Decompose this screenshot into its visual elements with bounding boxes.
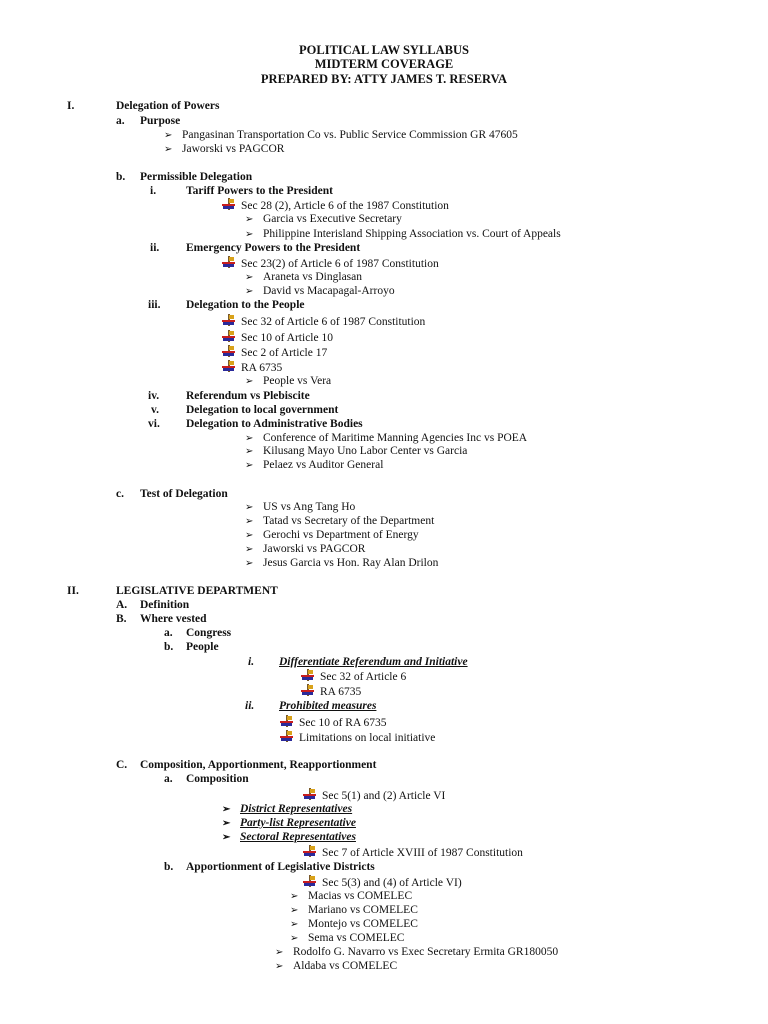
flag-bullet-icon xyxy=(301,669,314,681)
arrow-bullet-icon: ➢ xyxy=(290,919,299,930)
representative-type: ➢ Sectoral Representatives xyxy=(222,831,356,843)
topic-title: Delegation to the People xyxy=(186,299,305,311)
section-title: LEGISLATIVE DEPARTMENT xyxy=(116,585,278,597)
topic-title: Tariff Powers to the President xyxy=(186,185,333,197)
flag-bullet-icon xyxy=(303,788,316,800)
list-item: ➢ Montejo vs COMELEC xyxy=(290,918,418,930)
arrow-bullet-icon: ➢ xyxy=(245,530,254,541)
flag-bullet-icon xyxy=(301,684,314,696)
topic-title: Differentiate Referendum and Initiative xyxy=(279,656,468,668)
list-item: ➢ Pelaez vs Auditor General xyxy=(245,459,384,471)
arrow-bullet-icon: ➢ xyxy=(245,376,254,387)
roman-number: v. xyxy=(151,404,159,416)
flag-item: Sec 23(2) of Article 6 of 1987 Constitution xyxy=(222,256,439,271)
arrow-bullet-icon: ➢ xyxy=(245,502,254,513)
list-item: ➢ Jaworski vs PAGCOR xyxy=(164,143,285,155)
roman-number: ii. xyxy=(245,700,255,712)
section-number: I. xyxy=(67,100,75,112)
roman-number: ii. xyxy=(150,242,160,254)
subsection-title: Permissible Delegation xyxy=(140,171,253,183)
flag-bullet-icon xyxy=(303,845,316,857)
topic-title: Prohibited measures xyxy=(279,700,377,712)
flag-bullet-icon xyxy=(222,314,235,326)
arrow-bullet-icon: ➢ xyxy=(245,544,254,555)
flag-item: Sec 32 of Article 6 xyxy=(301,669,406,684)
subsection-letter: A. xyxy=(116,599,128,611)
flag-bullet-icon xyxy=(222,360,235,372)
topic-title: Emergency Powers to the President xyxy=(186,242,361,254)
subsection-title: Composition, Apportionment, Reapportionment xyxy=(140,759,377,771)
list-item: ➢ Macias vs COMELEC xyxy=(290,890,413,902)
arrow-bullet-icon: ➢ xyxy=(164,144,173,155)
flag-bullet-icon xyxy=(280,730,293,742)
subsection-title: Test of Delegation xyxy=(140,488,228,500)
flag-bullet-icon xyxy=(280,715,293,727)
roman-number: iii. xyxy=(148,299,161,311)
list-item: ➢ Sema vs COMELEC xyxy=(290,932,405,944)
arrow-bullet-icon: ➢ xyxy=(275,947,284,958)
flag-bullet-icon xyxy=(222,256,235,268)
flag-item: Sec 32 of Article 6 of 1987 Constitution xyxy=(222,314,425,329)
flag-item: Sec 2 of Article 17 xyxy=(222,345,327,360)
arrow-bullet-icon: ➢ xyxy=(222,804,231,815)
flag-item: Sec 28 (2), Article 6 of the 1987 Constitution xyxy=(222,198,449,213)
arrow-bullet-icon: ➢ xyxy=(290,933,299,944)
flag-bullet-icon xyxy=(222,198,235,210)
arrow-bullet-icon: ➢ xyxy=(245,460,254,471)
subitem-letter: a. xyxy=(164,773,173,785)
section-title: Delegation of Powers xyxy=(116,100,220,112)
arrow-bullet-icon: ➢ xyxy=(245,272,254,283)
flag-item: Sec 10 of Article 10 xyxy=(222,330,333,345)
arrow-bullet-icon: ➢ xyxy=(245,433,254,444)
subitem-title: People xyxy=(186,641,219,653)
arrow-bullet-icon: ➢ xyxy=(245,229,254,240)
list-item: ➢ Kilusang Mayo Uno Labor Center vs Garcia xyxy=(245,445,468,457)
list-item: ➢ Araneta vs Dinglasan xyxy=(245,271,362,283)
list-item: ➢ Tatad vs Secretary of the Department xyxy=(245,515,435,527)
topic-title: Referendum vs Plebiscite xyxy=(186,390,310,402)
arrow-bullet-icon: ➢ xyxy=(245,558,254,569)
arrow-bullet-icon: ➢ xyxy=(164,130,173,141)
list-item: ➢ Mariano vs COMELEC xyxy=(290,904,418,916)
roman-number: i. xyxy=(150,185,157,197)
document-title: POLITICAL LAW SYLLABUS xyxy=(299,43,469,57)
list-item: ➢ Rodolfo G. Navarro vs Exec Secretary Ermita GR180050 xyxy=(275,946,559,958)
roman-number: vi. xyxy=(148,418,160,430)
list-item: ➢ Jaworski vs PAGCOR xyxy=(245,543,366,555)
subitem-letter: b. xyxy=(164,641,174,653)
list-item: ➢ Gerochi vs Department of Energy xyxy=(245,529,419,541)
subsection-title: Definition xyxy=(140,599,190,611)
subsection-letter: b. xyxy=(116,171,126,183)
list-item: ➢ Philippine Interisland Shipping Association vs. Court of Appeals xyxy=(245,228,561,240)
representative-type: ➢ Party-list Representative xyxy=(222,817,356,829)
subsection-letter: C. xyxy=(116,759,128,771)
flag-item: Sec 5(3) and (4) of Article VI) xyxy=(303,875,462,890)
subsection-letter: a. xyxy=(116,115,125,127)
arrow-bullet-icon: ➢ xyxy=(275,961,284,972)
list-item: ➢ US vs Ang Tang Ho xyxy=(245,501,356,513)
flag-item: Sec 7 of Article XVIII of 1987 Constitution xyxy=(303,845,523,860)
list-item: ➢ Conference of Maritime Manning Agencies Inc vs POEA xyxy=(245,432,528,444)
flag-item: RA 6735 xyxy=(222,360,282,375)
roman-number: i. xyxy=(248,656,255,668)
list-item: ➢ Aldaba vs COMELEC xyxy=(275,960,398,972)
flag-item: Sec 5(1) and (2) Article VI xyxy=(303,788,445,803)
arrow-bullet-icon: ➢ xyxy=(245,446,254,457)
list-item: ➢ David vs Macapagal-Arroyo xyxy=(245,285,395,297)
arrow-bullet-icon: ➢ xyxy=(245,516,254,527)
arrow-bullet-icon: ➢ xyxy=(222,832,231,843)
flag-item: RA 6735 xyxy=(301,684,361,699)
document-subtitle: MIDTERM COVERAGE xyxy=(314,57,454,71)
prepared-by: PREPARED BY: ATTY JAMES T. RESERVA xyxy=(260,72,508,86)
subitem-title: Congress xyxy=(186,627,232,639)
list-item: ➢ People vs Vera xyxy=(245,375,332,387)
list-item: ➢ Pangasinan Transportation Co vs. Public Service Commission GR 47605 xyxy=(164,129,518,141)
subsection-letter: c. xyxy=(116,488,124,500)
subitem-title: Composition xyxy=(186,773,249,785)
representative-type: ➢ District Representatives xyxy=(222,803,353,815)
arrow-bullet-icon: ➢ xyxy=(245,286,254,297)
section-number: II. xyxy=(67,585,79,597)
subsection-letter: B. xyxy=(116,613,127,625)
subsection-title: Where vested xyxy=(140,613,207,625)
flag-bullet-icon xyxy=(222,345,235,357)
arrow-bullet-icon: ➢ xyxy=(222,818,231,829)
arrow-bullet-icon: ➢ xyxy=(290,891,299,902)
list-item: ➢ Jesus Garcia vs Hon. Ray Alan Drilon xyxy=(245,557,439,569)
arrow-bullet-icon: ➢ xyxy=(290,905,299,916)
list-item: ➢ Garcia vs Executive Secretary xyxy=(245,213,402,225)
topic-title: Delegation to local government xyxy=(186,404,339,416)
flag-item: Limitations on local initiative xyxy=(280,730,435,745)
subitem-title: Apportionment of Legislative Districts xyxy=(186,861,375,873)
flag-item: Sec 10 of RA 6735 xyxy=(280,715,387,730)
flag-bullet-icon xyxy=(222,330,235,342)
arrow-bullet-icon: ➢ xyxy=(245,214,254,225)
flag-bullet-icon xyxy=(303,875,316,887)
subsection-title: Purpose xyxy=(140,115,181,127)
subitem-letter: b. xyxy=(164,861,174,873)
roman-number: iv. xyxy=(148,390,160,402)
subitem-letter: a. xyxy=(164,627,173,639)
topic-title: Delegation to Administrative Bodies xyxy=(186,418,363,430)
